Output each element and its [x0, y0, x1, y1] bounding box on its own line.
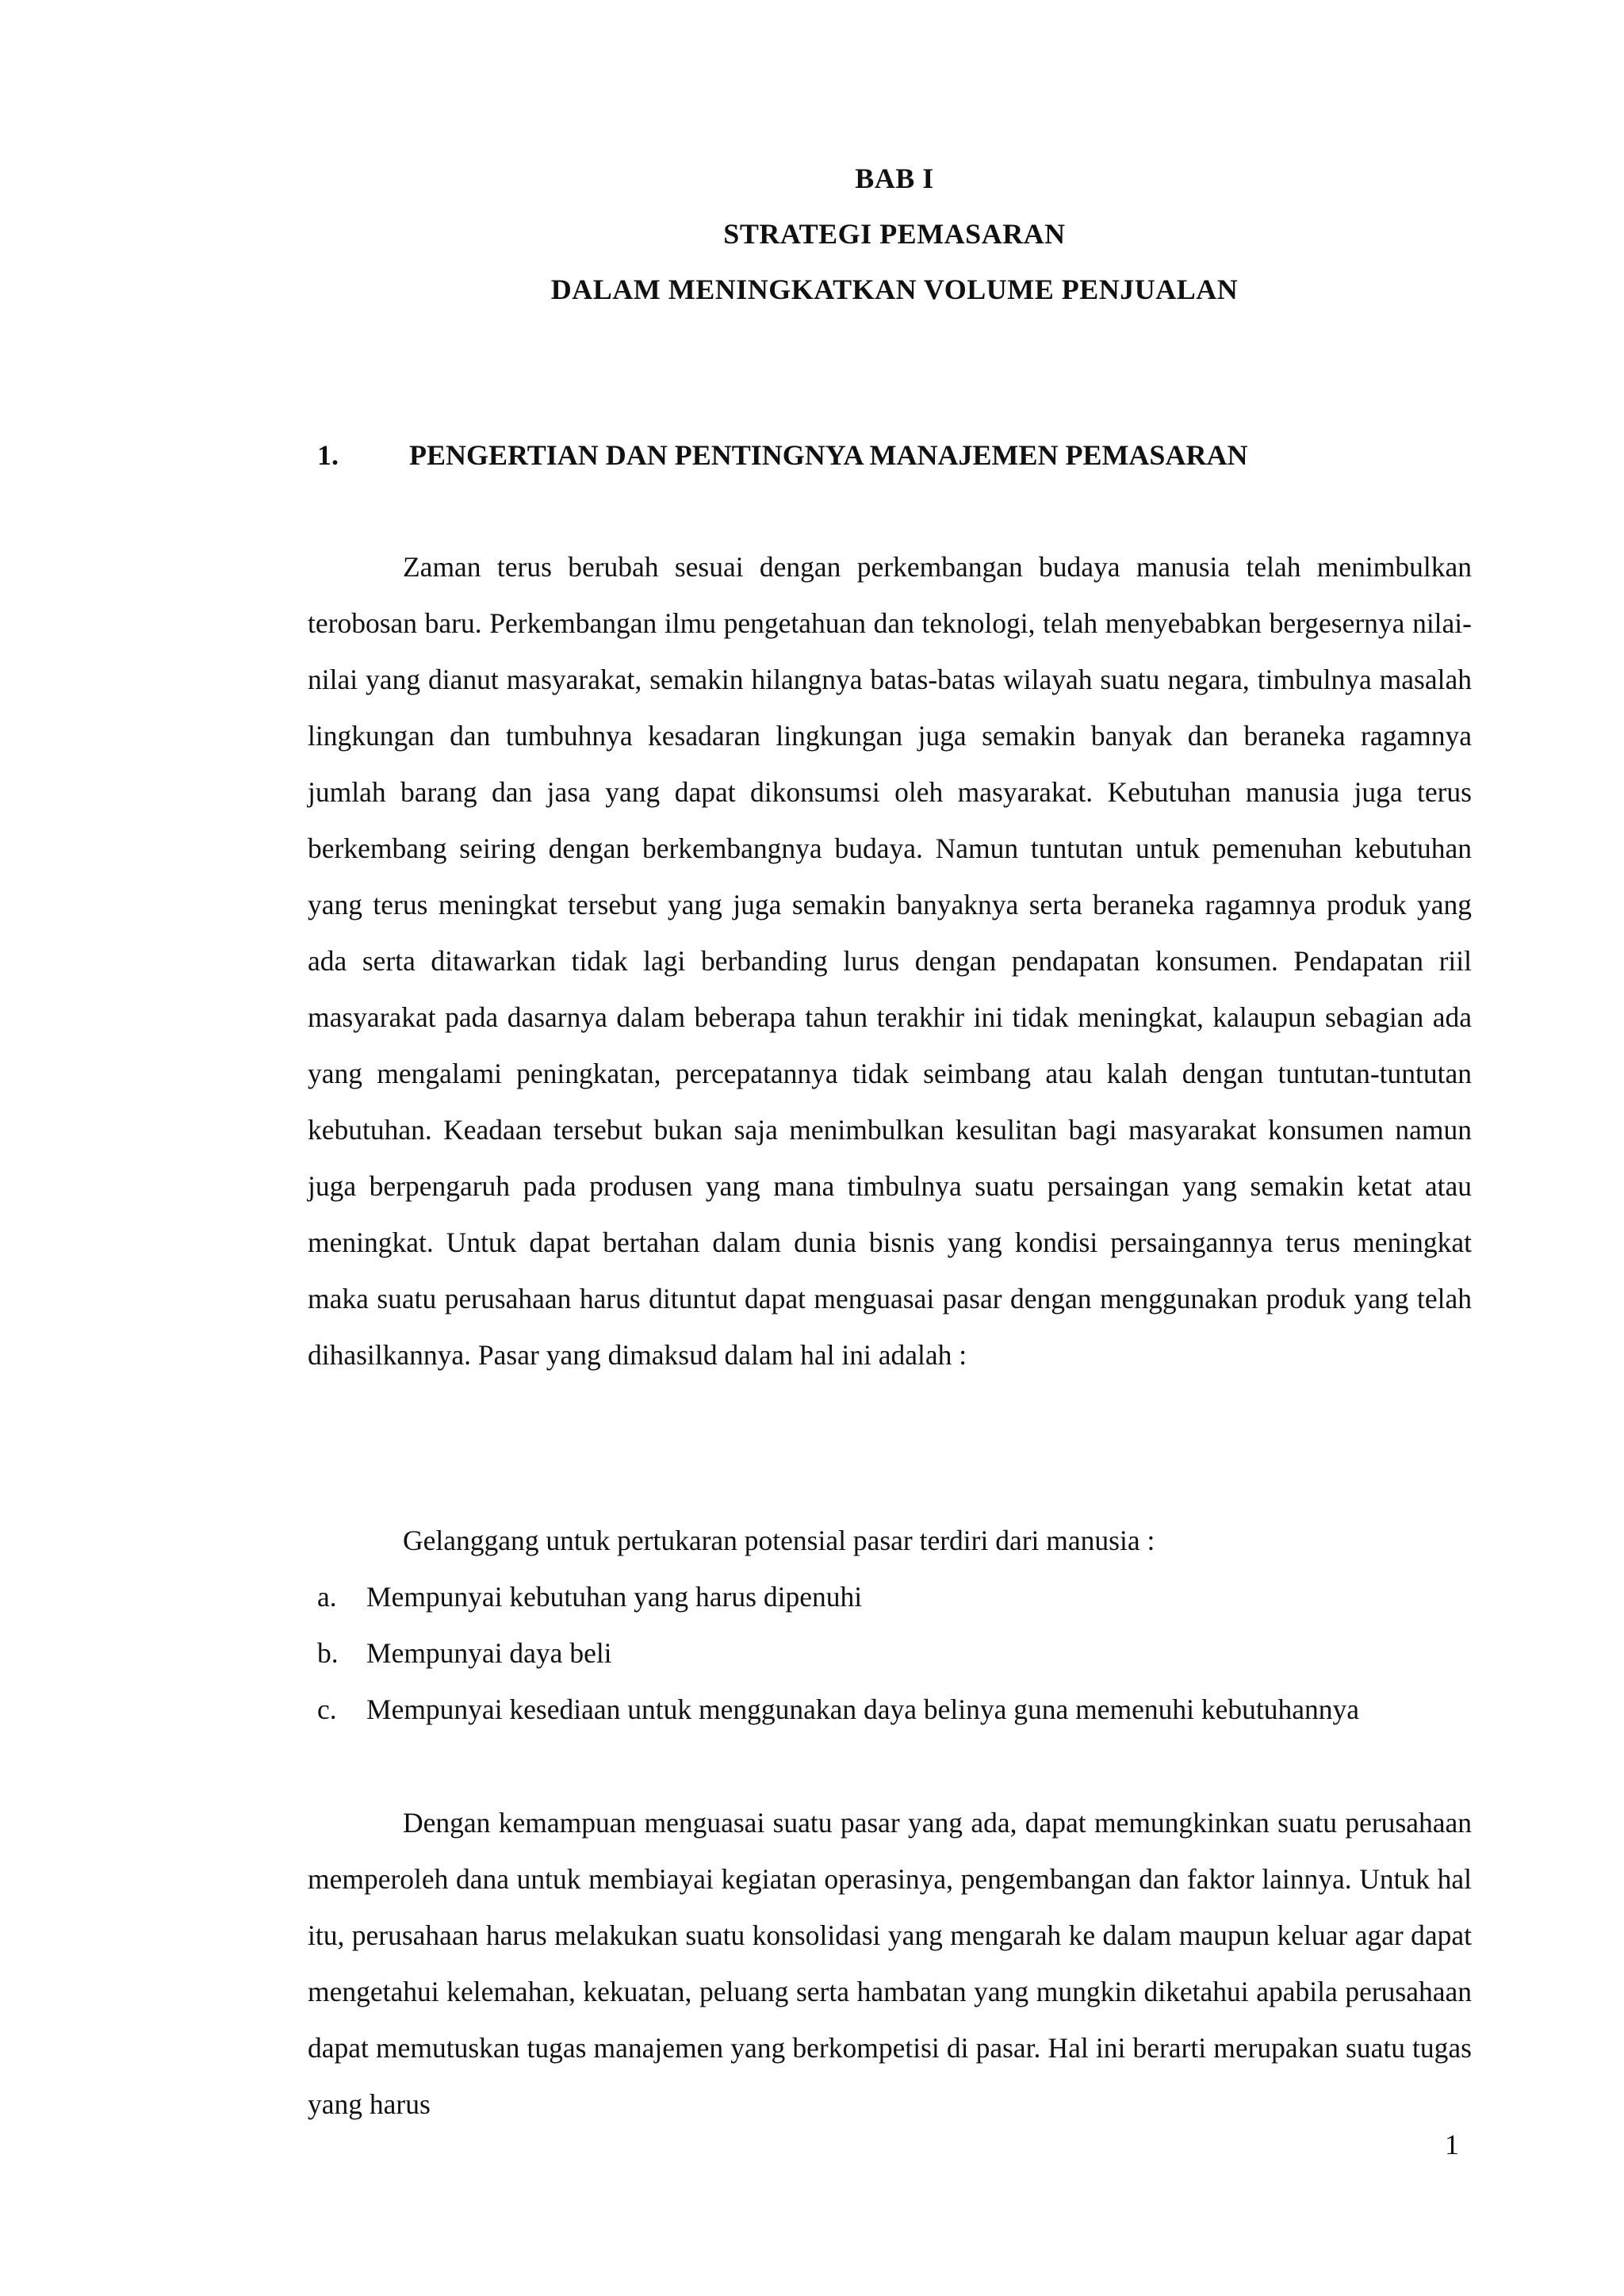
paragraph-3-text: Dengan kemampuan menguasai suatu pasar yang ada, dapat memungkinkan suatu perusahaan memperoleh dana untuk membiayai kegiatan operasinya, pengembangan dan faktor lainnya. Untuk hal itu, perusahaan harus melakukan suatu konsolidasi yang mengarah ke dalam maupun keluar agar dapat mengetahui kelemahan, kekuatan, peluang serta hambatan yang mungkin diketahui apabila perusahaan dapat memutuskan tugas manajemen yang berkompetisi di pasar. Hal ini berarti merupakan suatu tugas yang harus — [308, 1807, 1472, 2120]
chapter-number: BAB I — [855, 163, 934, 194]
list-item-text: Mempunyai daya beli — [366, 1637, 612, 1669]
section-title: PENGERTIAN DAN PENTINGNYA MANAJEMEN PEMASARAN — [409, 439, 1248, 471]
page-number: 1 — [1445, 2129, 1459, 2160]
list-item — [317, 1569, 1472, 1625]
section-heading — [317, 434, 1247, 476]
paragraph-3 — [308, 1795, 1472, 2133]
list-item — [317, 1682, 1472, 1738]
list-item-text: Mempunyai kebutuhan yang harus dipenuhi — [366, 1581, 863, 1613]
chapter-title-line-2: DALAM MENINGKATKAN VOLUME PENJUALAN — [550, 274, 1239, 305]
list-marker: a. — [317, 1581, 337, 1613]
section-number: 1. — [317, 439, 339, 471]
paragraph-1-text: Zaman terus berubah sesuai dengan perkembangan budaya manusia telah menimbulkan terobosan baru. Perkembangan ilmu pengetahuan dan teknologi, telah menyebabkan bergesernya nilai-nilai yang dianut masyarakat, semakin hilangnya batas-batas wilayah suatu negara, timbulnya masalah lingkungan dan tumbuhnya kesadaran lingkungan juga semakin banyak dan beraneka ragamnya jumlah barang dan jasa yang dapat dikonsumsi oleh masyarakat. Kebutuhan manusia juga terus berkembang seiring dengan berkembangnya budaya. Namun tuntutan untuk pemenuhan kebutuhan yang terus meningkat tersebut yang juga semakin banyaknya serta beraneka ragamnya produk yang ada serta ditawarkan tidak lagi berbanding lurus dengan pendapatan konsumen. Pendapatan riil masyarakat pada dasarnya dalam beberapa tahun terakhir ini tidak meningkat, kalaupun sebagian ada yang mengalami peningkatan, percepatannya tidak seimbang atau kalah dengan tuntutan-tuntutan kebutuhan. Keadaan tersebut bukan saja menimbulkan kesulitan bagi masyarakat konsumen namun juga berpengaruh pada produsen yang mana timbulnya suatu persaingan yang semakin ketat atau meningkat. Untuk dapat bertahan dalam dunia bisnis yang kondisi persaingannya terus meningkat maka suatu perusahaan harus dituntut dapat menguasai pasar dengan menggunakan produk yang telah dihasilkannya. Pasar yang dimaksud dalam hal ini adalah : — [308, 551, 1472, 1371]
chapter-title — [0, 151, 1624, 317]
list-marker: c. — [317, 1693, 337, 1725]
paragraph-2: Gelanggang untuk pertukaran potensial pasar terdiri dari manusia : — [403, 1525, 1155, 1556]
list-item — [317, 1625, 1472, 1682]
list-item-text: Mempunyai kesediaan untuk menggunakan daya belinya guna memenuhi kebutuhannya — [366, 1693, 1359, 1725]
market-criteria-list — [317, 1569, 1472, 1738]
paragraph-1 — [308, 539, 1472, 1383]
list-marker: b. — [317, 1637, 339, 1669]
chapter-title-line-1: STRATEGI PEMASARAN — [723, 218, 1066, 250]
